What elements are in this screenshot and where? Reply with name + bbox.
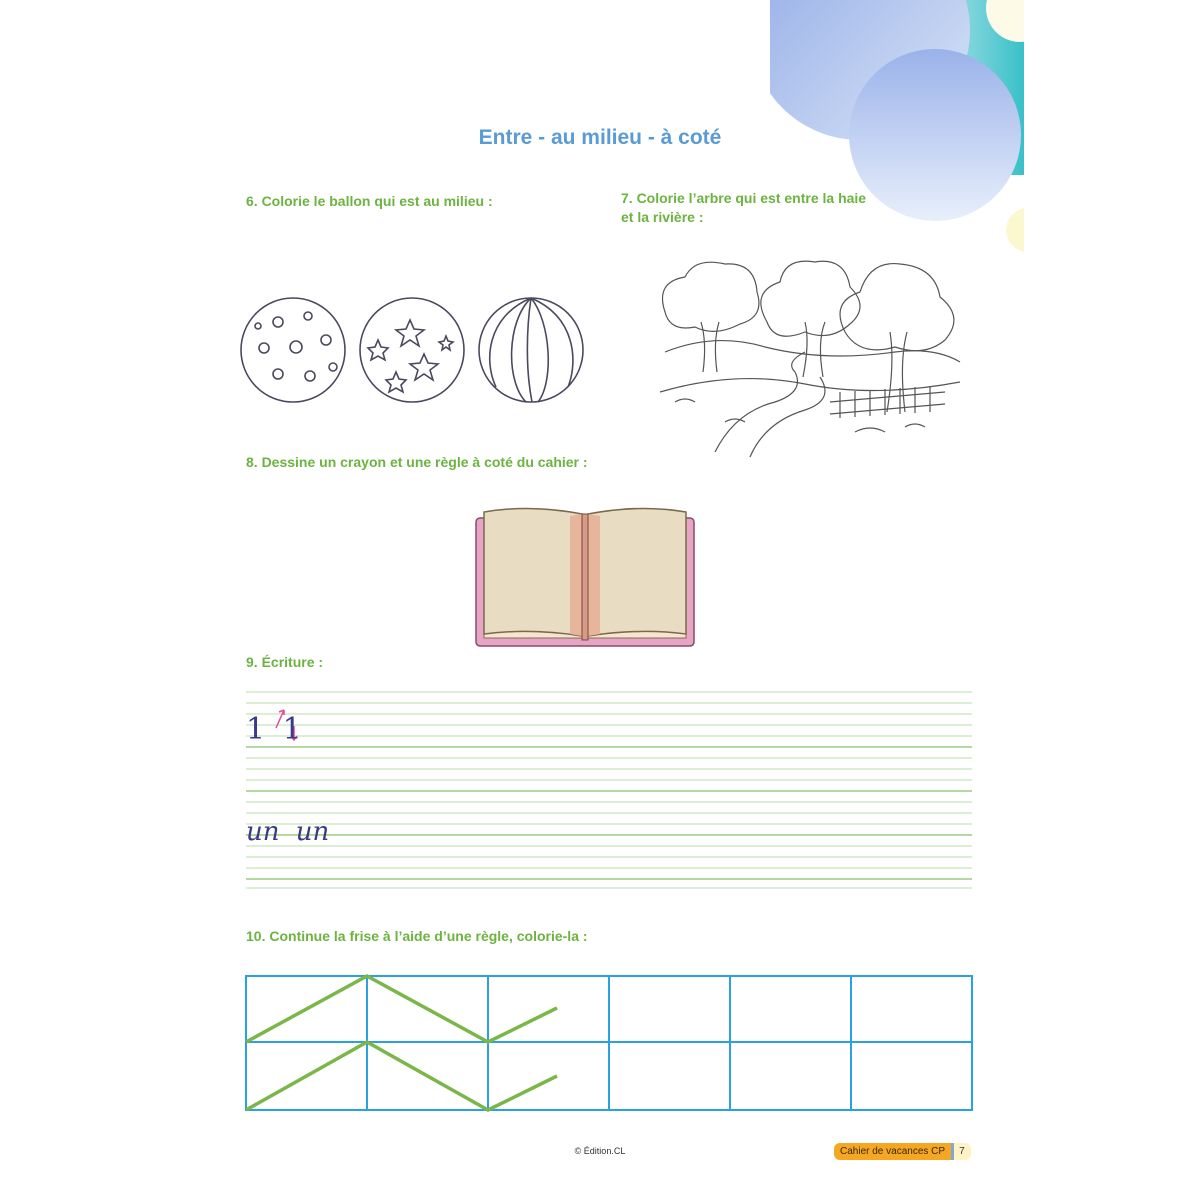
ball-stars-icon[interactable] xyxy=(360,298,464,402)
writing-lines[interactable] xyxy=(246,690,972,890)
frieze-grid[interactable] xyxy=(244,974,974,1114)
question-7-line1: 7. Colorie l’arbre qui est entre la haie xyxy=(621,190,867,206)
page-title: Entre - au milieu - à coté xyxy=(478,126,722,149)
book-label: Cahier de vacances CP xyxy=(834,1143,951,1160)
question-9: 9. Écriture : xyxy=(246,654,324,670)
footer-copyright: © Édition.CL xyxy=(574,1146,626,1156)
model-word-un: un un xyxy=(246,817,330,847)
model-number-one: 1 1 xyxy=(246,712,306,747)
ball-stripes-icon[interactable] xyxy=(479,298,583,402)
page-number: 7 xyxy=(954,1143,971,1160)
balls-illustration xyxy=(238,292,598,410)
question-7-line2: et la rivière : xyxy=(621,209,704,225)
footer-badge xyxy=(834,1143,971,1160)
question-6: 6. Colorie le ballon qui est au milieu : xyxy=(246,193,493,209)
ball-dots-icon[interactable] xyxy=(241,298,345,402)
question-8: 8. Dessine un crayon et une règle à coté du cahier : xyxy=(246,454,588,470)
landscape-trees-illustration xyxy=(655,252,967,460)
question-10: 10. Continue la frise à l’aide d’une règle, colorie-la : xyxy=(246,928,588,944)
open-book-illustration xyxy=(470,504,700,650)
